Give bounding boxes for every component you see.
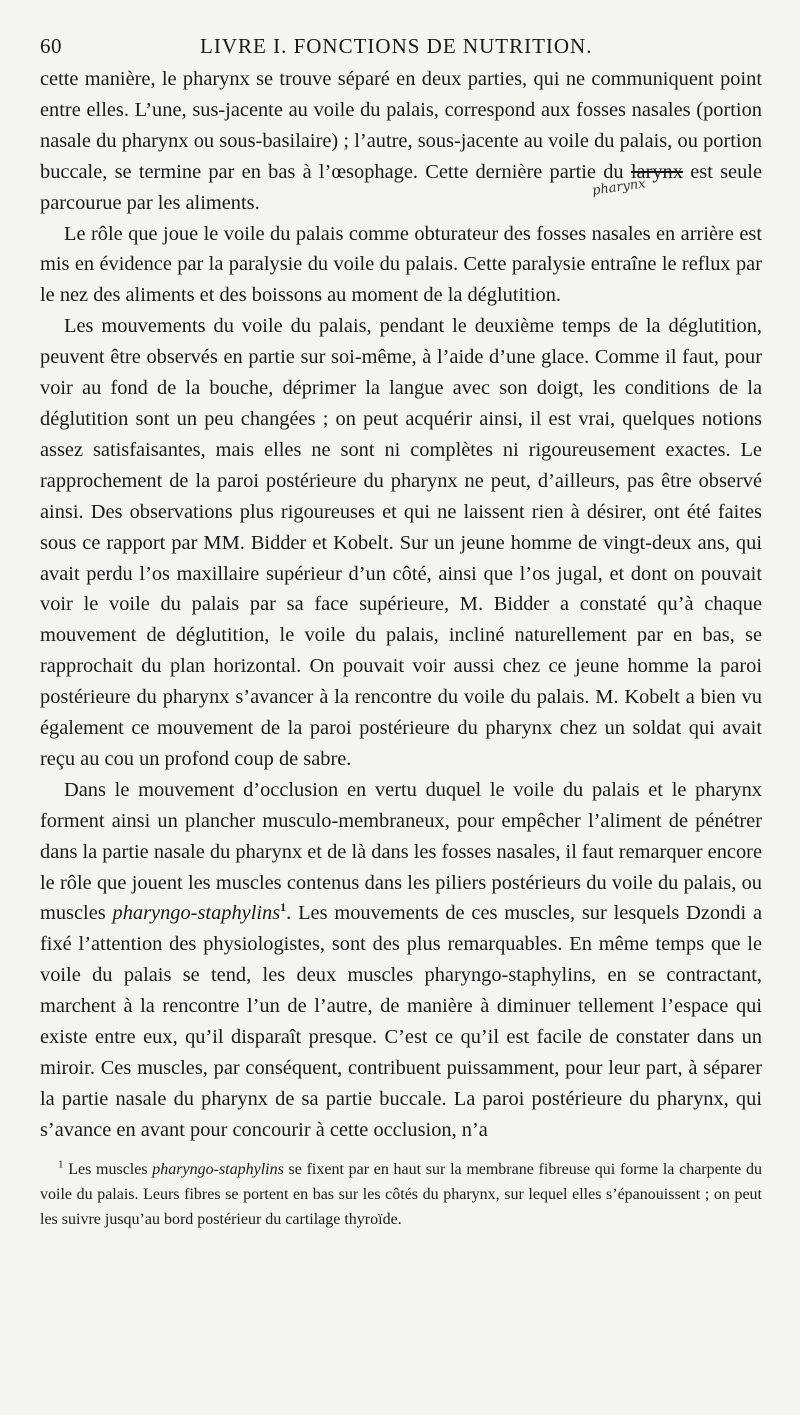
footnote-1	[40, 1157, 762, 1232]
paragraph-1	[40, 64, 762, 219]
body-text	[40, 64, 762, 1146]
paragraph-3: Les mouvements du voile du palais, pendant le deuxième temps de la déglutition, peuvent être observés en partie sur soi-même, à l’aide d’une glace. Comme il faut, pour voir au fond de la bouche, déprimer la langue avec son doigt, les conditions de la déglutition sont un peu changées ; on peut acquérir ainsi, il est vrai, quelques notions assez satisfaisantes, mais elles ne sont ni complètes ni rigoureusement exactes. Le rapprochement de la paroi postérieure du pharynx ne peut, d’ailleurs, pas être observé ainsi. Des observations plus rigoureuses et qui ne laissent rien à désirer, ont été faites sous ce rapport par MM. Bidder et Kobelt. Sur un jeune homme de vingt-deux ans, qui avait perdu l’os maxillaire supérieur d’un côté, ainsi que l’os jugal, et dont on pouvait voir le voile du palais par sa face supérieure, M. Bidder a constaté qu’à chaque mouvement de déglutition, le voile du palais, incliné naturellement par en bas, se rapprochait du plan horizontal. On pouvait voir aussi chez ce jeune homme la paroi postérieure du pharynx s’avancer à la rencontre du voile du palais. M. Kobelt a bien vu également ce mouvement de la paroi postérieure du pharynx chez un soldat qui avait reçu au cou un profond coup de sabre.	[40, 315, 762, 770]
paragraph-4	[40, 775, 762, 1146]
footnote-text-a: Les muscles	[63, 1160, 153, 1178]
handwritten-annotation: pharynx	[591, 176, 647, 199]
page-header	[40, 26, 762, 64]
footnote-italic-term: pharyngo-staphylins	[152, 1160, 284, 1178]
footnote-mark: 1	[58, 1158, 64, 1171]
running-title: LIVRE I. FONCTIONS DE NUTRITION.	[200, 34, 593, 58]
paragraph-4-text-b: . Les mouvements de ces muscles, sur lesquels Dzondi a fixé l’attention des physiologistes, sont des plus remarquables. En même temps que le voile du palais se tend, les deux muscles pharyngo-staphylins, en se contractant, marchent à la rencontre l’un de l’autre, de manière à diminuer tellement l’espace qui existe entre eux, qu’il disparaît presque. C’est ce qu’il est facile de constater dans un miroir. Ces muscles, par conséquent, contribuent puissamment, pour leur part, à séparer la partie nasale du pharynx de sa partie buccale. La paroi postérieure du pharynx, qui s’avance en avant pour concourir à cette occlusion, n’a	[40, 902, 762, 1141]
footnotes	[40, 1157, 762, 1232]
paragraph-2: Le rôle que joue le voile du palais comme obturateur des fosses nasales en arrière est mis en évidence par la paralysie du voile du palais. Cette paralysie entraîne le reflux par le nez des aliments et des boissons au moment de la déglutition.	[40, 222, 762, 307]
paragraph-1-text-b: est seule parcourue par les aliments.	[40, 160, 762, 214]
paragraph-4-text-a: Dans le mouvement d’occlusion en vertu duquel le voile du palais et le pharynx forment ainsi un plancher musculo-membraneux, pour empêcher l’aliment de pénétrer dans la partie nasale du pharynx et de là dans les fosses nasales, il faut remarquer encore le rôle que jouent les muscles contenus dans les piliers postérieurs du voile du palais, ou muscles	[40, 778, 762, 925]
paragraph-4-italic-term: pharyngo-staphylins	[112, 902, 281, 925]
footnote-text-b: se fixent par en haut sur la membrane fibreuse qui forme la charpente du voile du palais. Leurs fibres se portent en bas sur les côtés du pharynx, sur lequel elles s’épanouissent ; on peut les suivre jusqu’au bord postérieur du cartilage thyroïde.	[40, 1160, 762, 1228]
paragraph-1-text-a: cette manière, le pharynx se trouve séparé en deux parties, qui ne communiquent point entre elles. L’une, sus-jacente au voile du palais, correspond aux fosses nasales (portion nasale du pharynx ou sous-basilaire) ; l’autre, sous-jacente au voile du palais, ou portion buccale, se termine par en bas à l’œsophage. Cette dernière partie du	[40, 68, 762, 183]
struck-word: larynx	[630, 160, 683, 183]
page-number: 60	[40, 34, 62, 58]
footnote-reference: 1	[280, 900, 287, 915]
